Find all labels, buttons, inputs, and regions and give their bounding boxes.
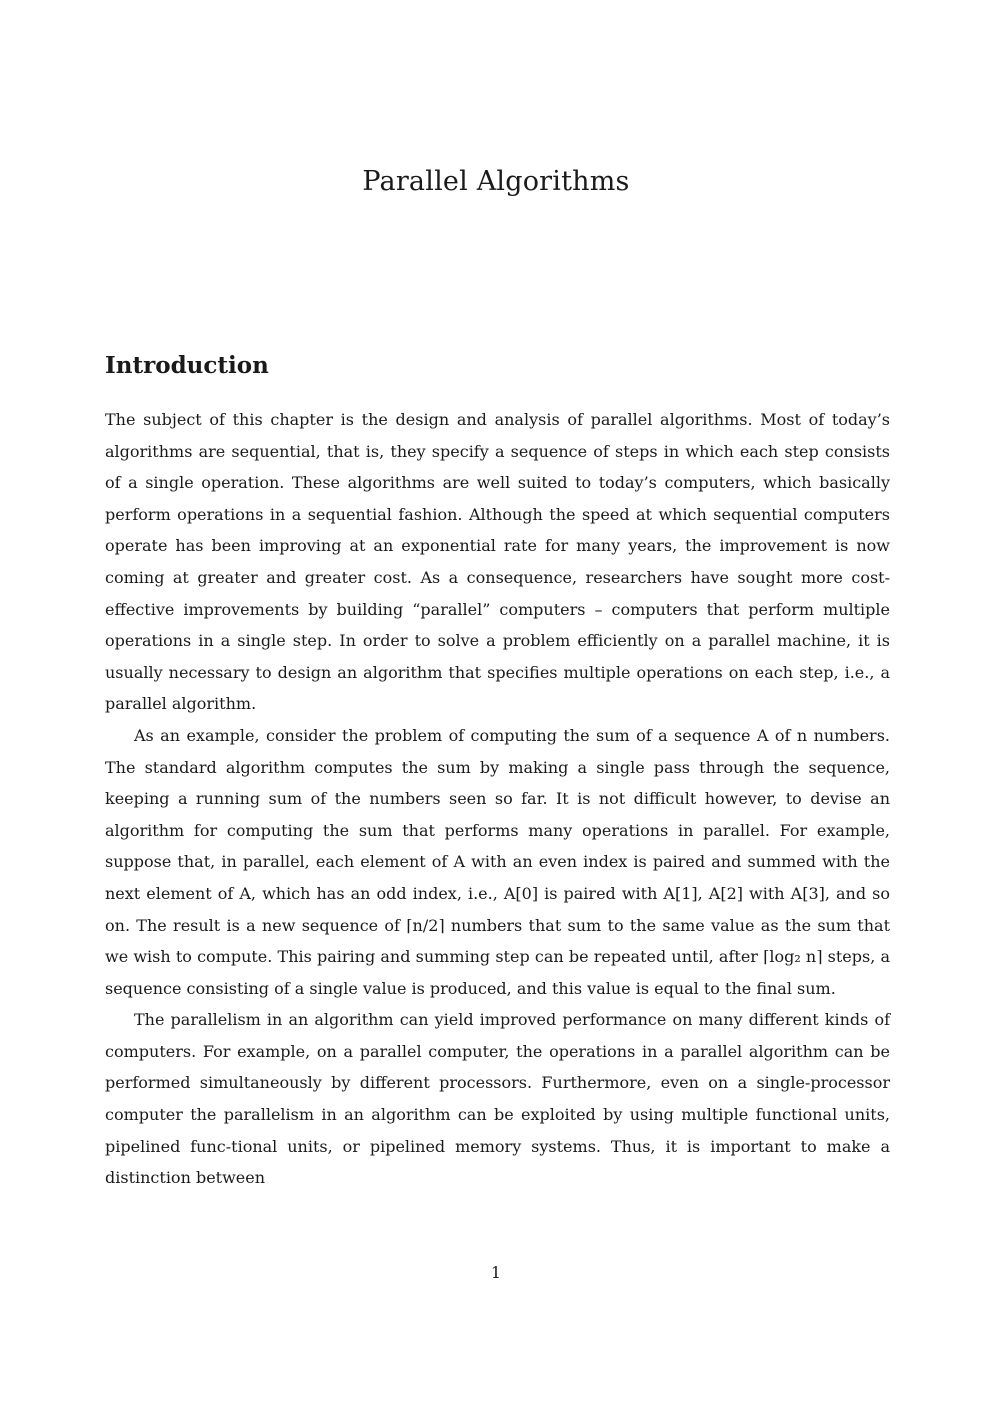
page-number: 1 xyxy=(490,1263,502,1282)
paragraph-3: The parallelism in an algorithm can yield improved performance on many different kinds of computers. For example, on a parallel computer, the operations in a parallel algorithm can be performed simultaneously by different processors. Furthermore, even on a single-processor computer the parallelism in an algorithm can be exploited by using multiple functional units, pipelined func-tional units, or pipelined memory systems. Thus, it is important to make a distinction between xyxy=(105,1010,890,1188)
paragraph-1: The subject of this chapter is the design and analysis of parallel algorithms. Most of today’s algorithms are sequential, that is, they specify a sequence of steps in which each step consists of a single operation. These algorithms are well suited to today’s computers, which basically perform operations in a sequential fashion. Although the speed at which sequential computers operate has been improving at an exponential rate for many years, the improvement is now coming at greater and greater cost. As a consequence, researchers have sought more cost-effective improvements by building “parallel” computers – computers that perform multiple operations in a single step. In order to solve a problem efficiently on a parallel machine, it is usually necessary to design an algorithm that specifies multiple operations on each step, i.e., a parallel algorithm. xyxy=(105,410,890,714)
body-text xyxy=(105,404,890,1194)
section-heading: Introduction xyxy=(105,352,269,379)
paragraph-2: As an example, consider the problem of computing the sum of a sequence A of n numbers. The standard algorithm computes the sum by making a single pass through the sequence, keeping a running sum of the numbers seen so far. It is not difficult however, to devise an algorithm for computing the sum that performs many operations in parallel. For example, suppose that, in parallel, each element of A with an even index is paired and summed with the next element of A, which has an odd index, i.e., A[0] is paired with A[1], A[2] with A[3], and so on. The result is a new sequence of ⌈n/2⌉ numbers that sum to the same value as the sum that we wish to compute. This pairing and summing step can be repeated until, after ⌈log₂ n⌉ steps, a sequence consisting of a single value is produced, and this value is equal to the final sum. xyxy=(105,725,890,998)
document-title: Parallel Algorithms xyxy=(362,166,630,197)
